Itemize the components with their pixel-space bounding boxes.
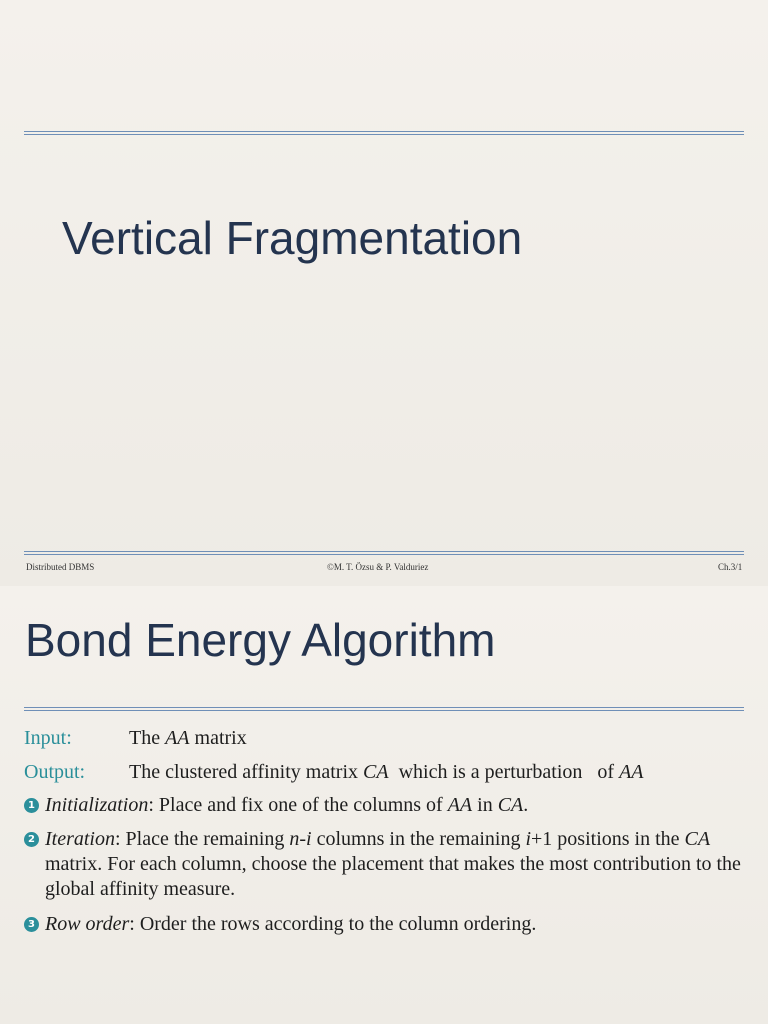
- output-text: which is a perturbation of: [388, 761, 620, 783]
- step-iteration: [24, 827, 744, 902]
- matrix-term: AA: [165, 727, 190, 749]
- step-initialization: [24, 793, 744, 818]
- matrix-term: CA: [684, 828, 711, 850]
- step-text-part: matrix. For each column, choose the placement that makes the most contribution to the global affinity measure.: [45, 853, 741, 900]
- step-number-badge: 2: [24, 832, 39, 847]
- input-text: The: [129, 727, 166, 749]
- matrix-term: AA: [447, 794, 473, 816]
- footer-course: Distributed DBMS: [26, 562, 95, 572]
- step-text-part: +1 positions in the: [531, 828, 685, 850]
- input-label: Input:: [24, 727, 72, 749]
- step-text-part: columns in the remaining: [311, 828, 526, 850]
- header-rule: [24, 131, 744, 135]
- output-label: Output:: [24, 761, 86, 783]
- step-number-badge: 3: [24, 917, 39, 932]
- output-text: The clustered affinity matrix: [129, 761, 363, 783]
- slide-title: Bond Energy Algorithm: [25, 614, 496, 666]
- step-text-part: : Order the rows according to the column ordering.: [129, 913, 537, 935]
- step-name: Row order: [45, 913, 130, 935]
- variable-term: n-i: [289, 828, 312, 850]
- slide-title: Vertical Fragmentation: [62, 212, 523, 264]
- step-row-order: [24, 912, 744, 937]
- step-text-part: : Place the remaining: [115, 828, 290, 850]
- output-description: [129, 759, 644, 785]
- step-text-part: .: [523, 794, 529, 816]
- input-text: matrix: [189, 727, 247, 749]
- matrix-term: CA: [497, 794, 524, 816]
- slide-bond-energy-algorithm: [0, 586, 768, 1024]
- matrix-term: CA: [363, 761, 389, 783]
- step-number-badge: 1: [24, 798, 39, 813]
- step-text: [45, 793, 744, 818]
- variable-term: i: [525, 828, 532, 850]
- footer-copyright: ©M. T. Özsu & P. Valduriez: [327, 562, 429, 572]
- input-description: [129, 725, 247, 751]
- step-text: [45, 827, 744, 902]
- step-text-part: in: [472, 794, 498, 816]
- step-name: Iteration: [45, 828, 115, 850]
- footer-rule: [24, 551, 744, 555]
- footer-page-number: Ch.3/1: [718, 562, 743, 572]
- matrix-term: AA: [619, 761, 644, 783]
- header-rule: [24, 707, 744, 711]
- step-name: Initialization: [45, 794, 149, 816]
- step-text: [45, 912, 744, 937]
- step-text-part: : Place and fix one of the columns of: [148, 794, 448, 816]
